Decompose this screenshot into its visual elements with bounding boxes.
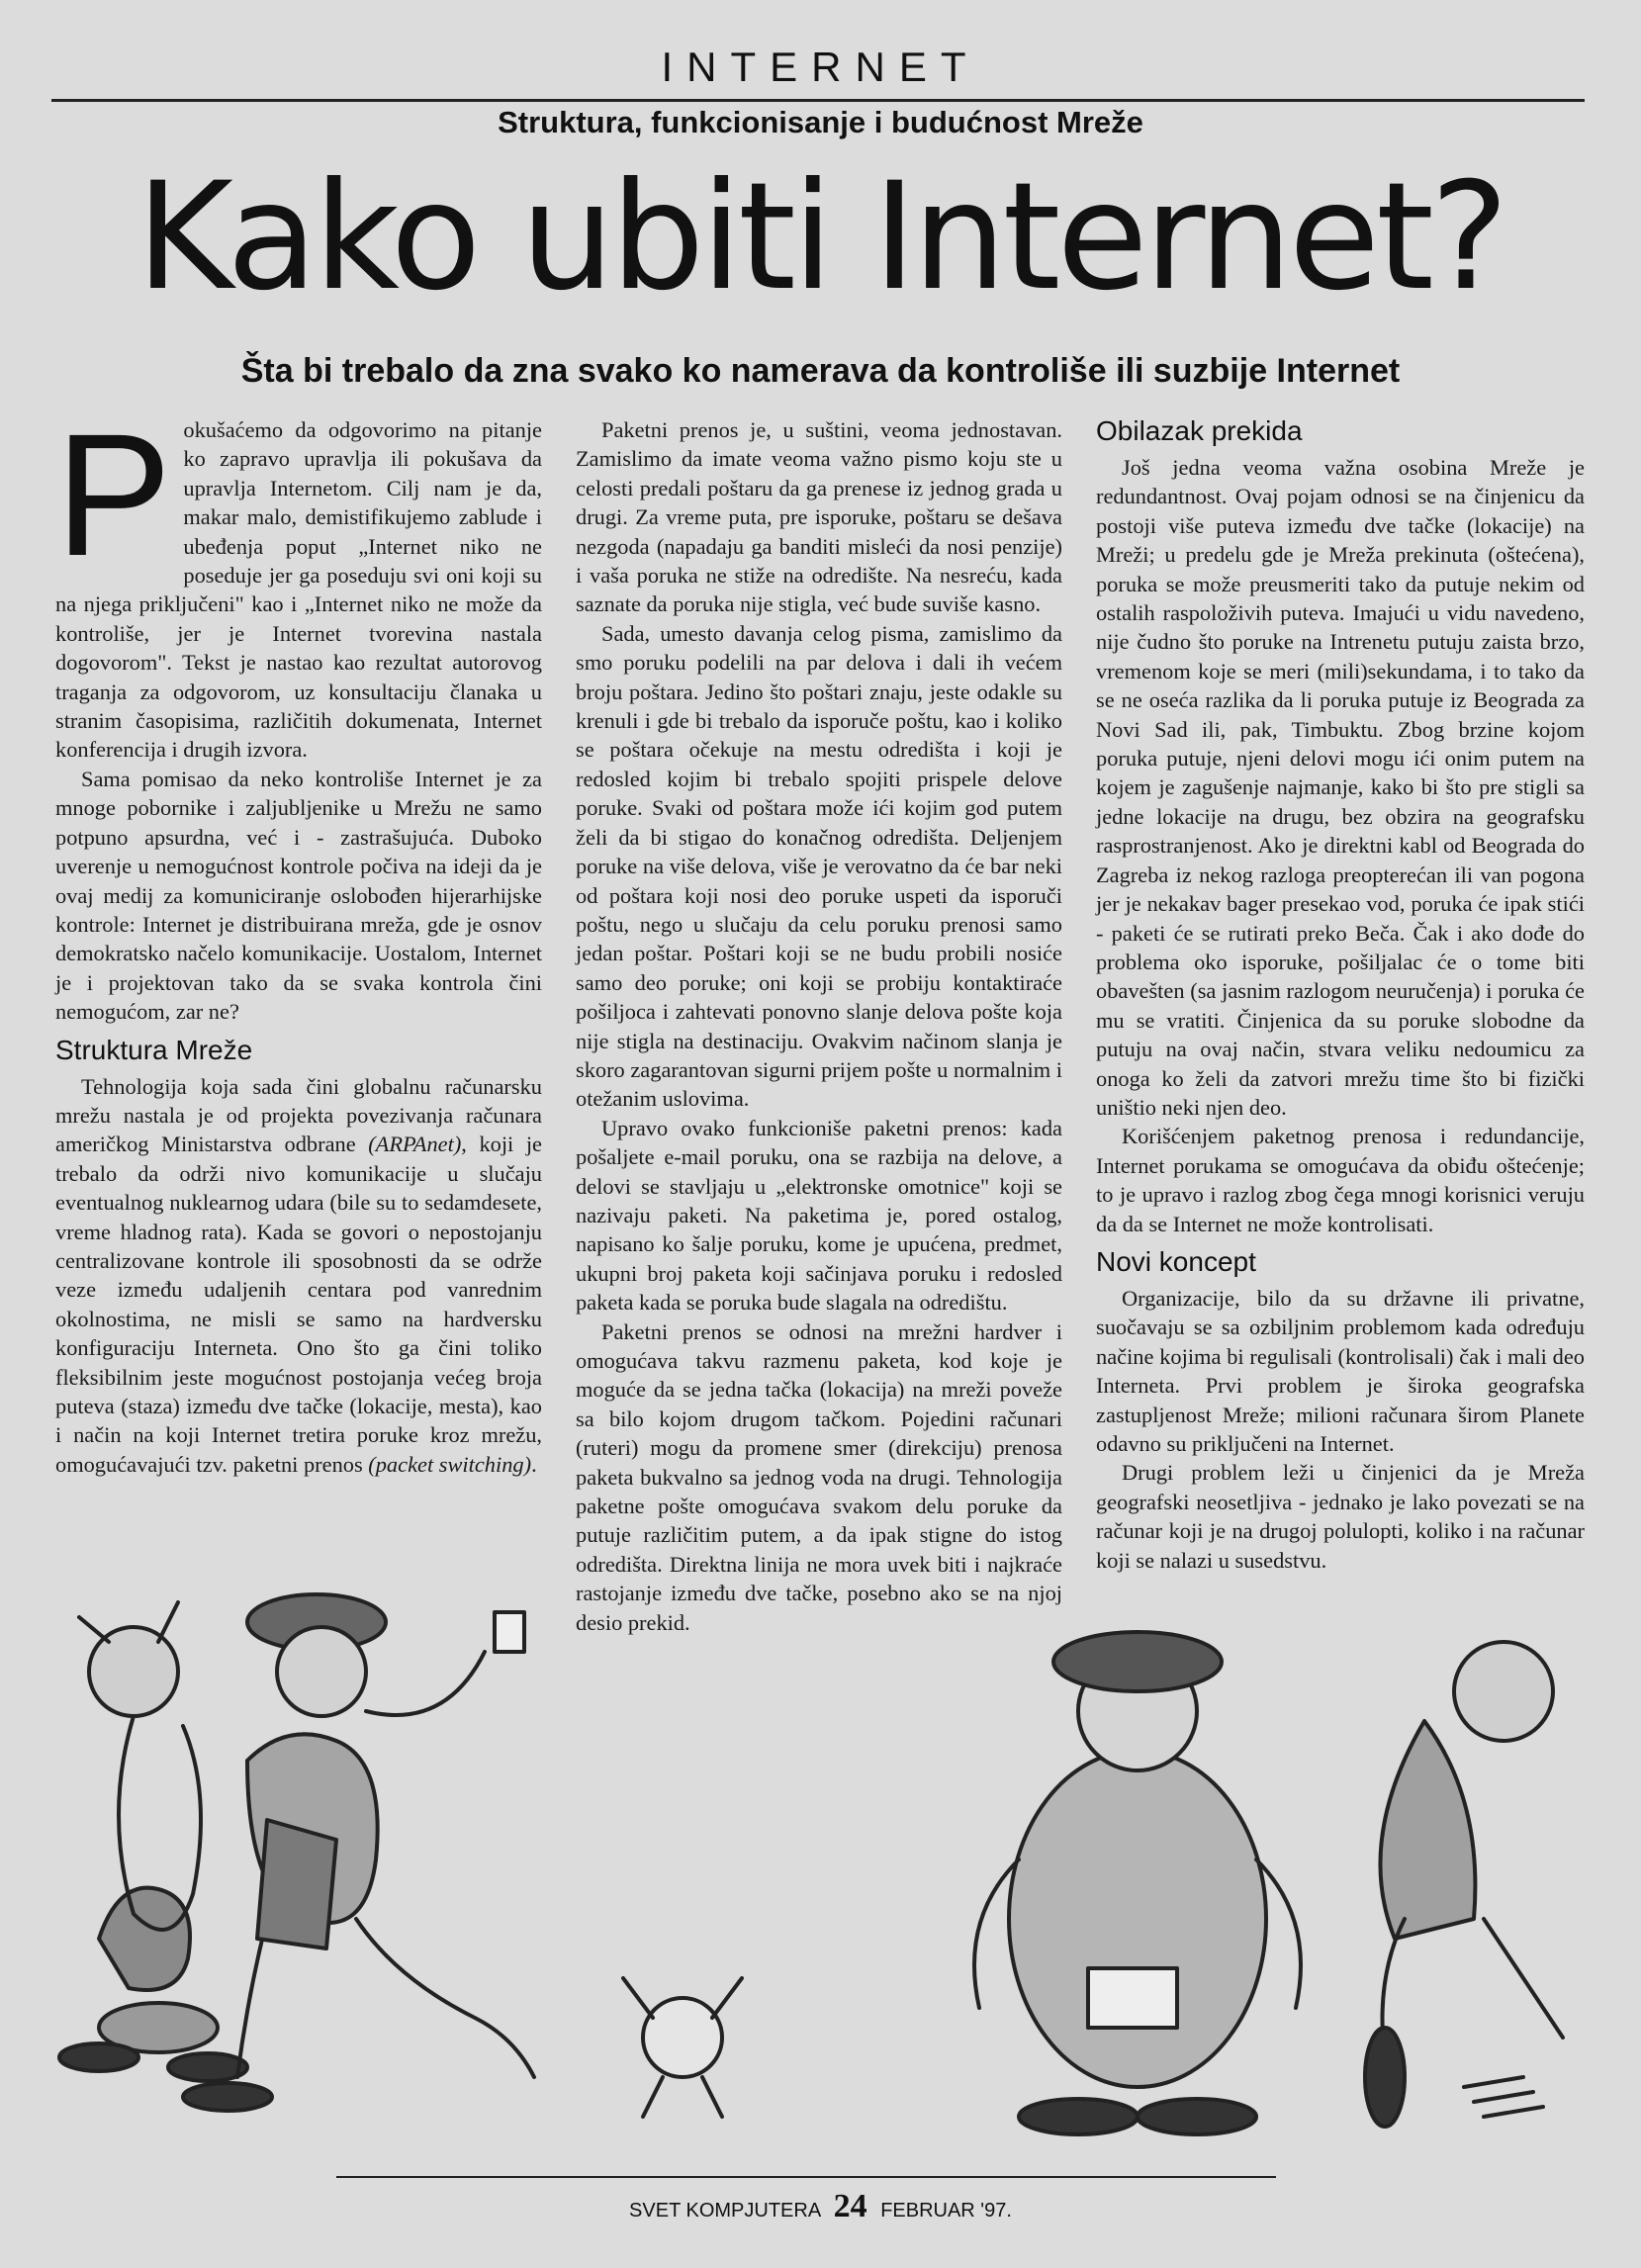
paragraph: Upravo ovako funkcioniše paketni prenos: kada pošaljete e-mail poruku, ona se razbija na delove, a delovi se stavljaju u „elektronske omotnice" koji se nazivaju paketi. Na paketima je, pored ostalog, napisano ko šalje poruku, kome je upućena, predmet, ukupni broj paketa koji sačinjava poruku i redosled paketa kada se poruka bude slagala na odredištu.: [576, 1115, 1062, 1315]
paragraph: Paketni prenos se odnosi na mrežni hardver i omogućava takvu razmenu paketa, kod koje je moguće da se jedna tačka (lokacija) na mreži poveže sa bilo kojom drugom tačkom. Pojedini računari (ruteri) mogu da promene smer (direkciju) prenosa paketa bukvalno sa jednog voda na drugi. Tehnologija paketne pošte omogućava svakom delu poruke da putuje različitim putem, a da ipak stigne do istog odredišta. Direktna linija ne mora uvek biti i najkraće rastojanje između dve tačke, posebno ako se na njoj desio prekid.: [576, 1318, 1062, 1635]
paragraph: Korišćenjem paketnog prenosa i redundancije, Internet porukama se omogućava da obiđu oštećenje; to je upravo i razlog zbog čega mnogi korisnici veruju da da se Internet ne može kontrolisati.: [1096, 1124, 1585, 1236]
column-1: [55, 399, 542, 1479]
paragraph: Drugi problem leži u činjenici da je Mreža geografski neosetljiva - jednako je lako povezati se na računar koji je na drugoj polulopti, koliko i na računar koji se nalazi u susedstvu.: [1096, 1460, 1585, 1573]
paragraph: Sada, umesto davanja celog pisma, zamislimo da smo poruku podelili na par delova i dali ih većem broju poštara. Jedino što poštari znaju, jeste odakle su krenuli i gde bi trebalo da isporuče poštu, kao i koliko se poštara očekuje na mestu odredišta i koji je redosled kojim bi trebalo spojiti prispele delove poruke. Svaki od poštara može ići kojim god putem želi da bi stigao do konačnog odredišta. Deljenjem poruke na više delova, više je verovatno da će bar neki od poštara koji nosi deo poruke uspeti da isporuči poštu, nego u slučaju da celu poruku prenosi samo jedan poštar. Poštari koji se ne budu probili nosiće samo deo poruke; oni koji se probiju kontaktiraće pošiljoca i zahtevati ponovno slanje delova pošte koja nije stigla na destinaciju. Ovakvim načinom slanja je skoro zagarantovan sigurni prijem pošte u normalnim i otežanim uslovima.: [576, 620, 1062, 1112]
paragraph: Sama pomisao da neko kontroliše Internet je za mnoge pobornike i zaljubljenike u Mrežu ne samo potpuno apsurdna, već i - zastrašujuća. Duboko uverenje u nemogućnost kontrole počiva na ideji da je ovaj medij za komuniciranje oslobođen hijerarhijske kontrole: Internet je distribuirana mreža, gde je osnov demokratsko načelo komunikacije. Uostalom, Internet je i projektovan tako da se svaka kontrola čini nemogućom, zar ne?: [55, 766, 542, 1025]
section-heading: Obilazak prekida: [1096, 415, 1303, 446]
paragraph: Tehnologija koja sada čini globalnu računarsku mrežu nastala je od projekta povezivanja računara američkog Ministarstva odbrane (ARPAnet), koji je trebalo da održi nivo komunikacije u slučaju eventualnog nuklearnog udara (bile su to sedamdesete, vreme hladnog rata). Kada se govori o nepostojanju centralizovane kontrole ili sposobnosti da se održe veze između udaljenih centara pod vanrednim okolnostima, ne misli se samo na hardversku konfiguraciju Interneta. Ono što ga čini toliko fleksibilnim jeste mogućnost postojanja većeg broja puteva (staza) između dve tačke (lokacije, mesta), kao i način na koji Internet tretira poruke kroz mrežu, omogućavajući tzv. paketni prenos (packet switching).: [55, 1073, 542, 1477]
column-3: [1096, 415, 1585, 1575]
page-number: 24: [833, 2188, 867, 2224]
column-2: [576, 415, 1062, 1637]
cartoon-illustration: [40, 1563, 1602, 2156]
kicker: Struktura, funkcionisanje i budućnost Mreže: [498, 105, 1143, 139]
paragraph: okušaćemo da odgovorimo na pitanje ko zapravo upravlja ili pokušava da upravlja Internetom. Cilj nam je da, makar malo, demistifikujemo zablude i ubeđenja poput „Internet niko ne poseduje jer ga poseduju svi oni koji su na njega priključeni" kao i „Internet niko ne može da kontroliše, jer je Internet tvorevina nastala dogovorom". Tekst je nastao kao rezultat autorovog traganja za odgovorom, uz konsultaciju članaka u stranim časopisima, različitih dokumenata, Internet konferencija i drugih izvora.: [55, 417, 542, 763]
issue-date: FEBRUAR '97.: [880, 2200, 1012, 2222]
subheadline: Šta bi trebalo da zna svako ko namerava da kontroliše ili suzbije Internet: [240, 352, 1401, 390]
page-footer: [0, 2188, 1641, 2225]
paragraph: Paketni prenos je, u suštini, veoma jednostavan. Zamislimo da imate veoma važno pismo koju ste u celosti predali poštaru da ga prenese iz jednog grada u drugi. Za vreme puta, pre isporuke, poštaru se dešava nezgoda (napadaju ga banditi misleći da nosi penzije) i vaša poruka ne stiže na odredište. Na nesreću, kada saznate da poruka nije stigla, već bude suviše kasno.: [576, 417, 1062, 617]
drop-cap: P: [55, 399, 172, 592]
bottom-rule: [336, 2176, 1276, 2178]
magazine-name: SVET KOMPJUTERA: [629, 2200, 821, 2222]
section-heading: Novi koncept: [1096, 1245, 1256, 1277]
top-rule: [51, 99, 1585, 102]
section-label: INTERNET: [661, 44, 980, 90]
paragraph: Još jedna veoma važna osobina Mreže je redundantnost. Ovaj pojam odnosi se na činjenicu da postoji više puteva između dve tačke (lokacije) na Mreži; u predelu gde je Mreža prekinuta (oštećena), poruka se može preusmeriti tako da putuje nekim od ostalih raspoloživih puteva. Imajući u vidu navedeno, nije čudno što poruke na Intrenetu putuju zaista brzo, vremenom koje se meri (mili)sekundama, i to tako da se ne oseća razlika da li poruka putuje iz Beograda za Novi Sad ili, pak, Timbuktu. Zbog brzine kojom poruka putuje, njeni delovi mogu ići onim putem na kojem je zagušenje najmanje, kako bi što pre stigli sa jedne lokacije na drugu, bez obzira na geografsku rasprostranjenost. Ako je direktni kabl od Beograda do Zagreba iz nekog razloga preopterećan ili van pogona jer je nekakav bager presekao vod, poruka će ipak stići - paketi će se rutirati preko Beča. Čak i ako dođe do problema oko isporuke, pošiljalac će o tome biti obavešten (sa jasnim razlogom neuručenja) i poruka će mu se vratiti. Činjenica da su poruke slobodne da putuju na ovaj način, stvara veliku nedoumicu za onoga ko želi da zatvori mrežu time što bi fizički uništio neki njen deo.: [1096, 455, 1585, 1120]
paragraph: Organizacije, bilo da su državne ili privatne, suočavaju se sa ozbiljnim problemom kada određuju načine kojima bi regulisali (kontrolisali) čak i mali deo Interneta. Prvi problem je široka geografska zastupljenost Mreže; milioni računara širom Planete odavno su priključeni na Internet.: [1096, 1285, 1585, 1456]
headline: Kako ubiti Internet?: [136, 151, 1505, 323]
section-heading: Struktura Mreže: [55, 1034, 253, 1065]
